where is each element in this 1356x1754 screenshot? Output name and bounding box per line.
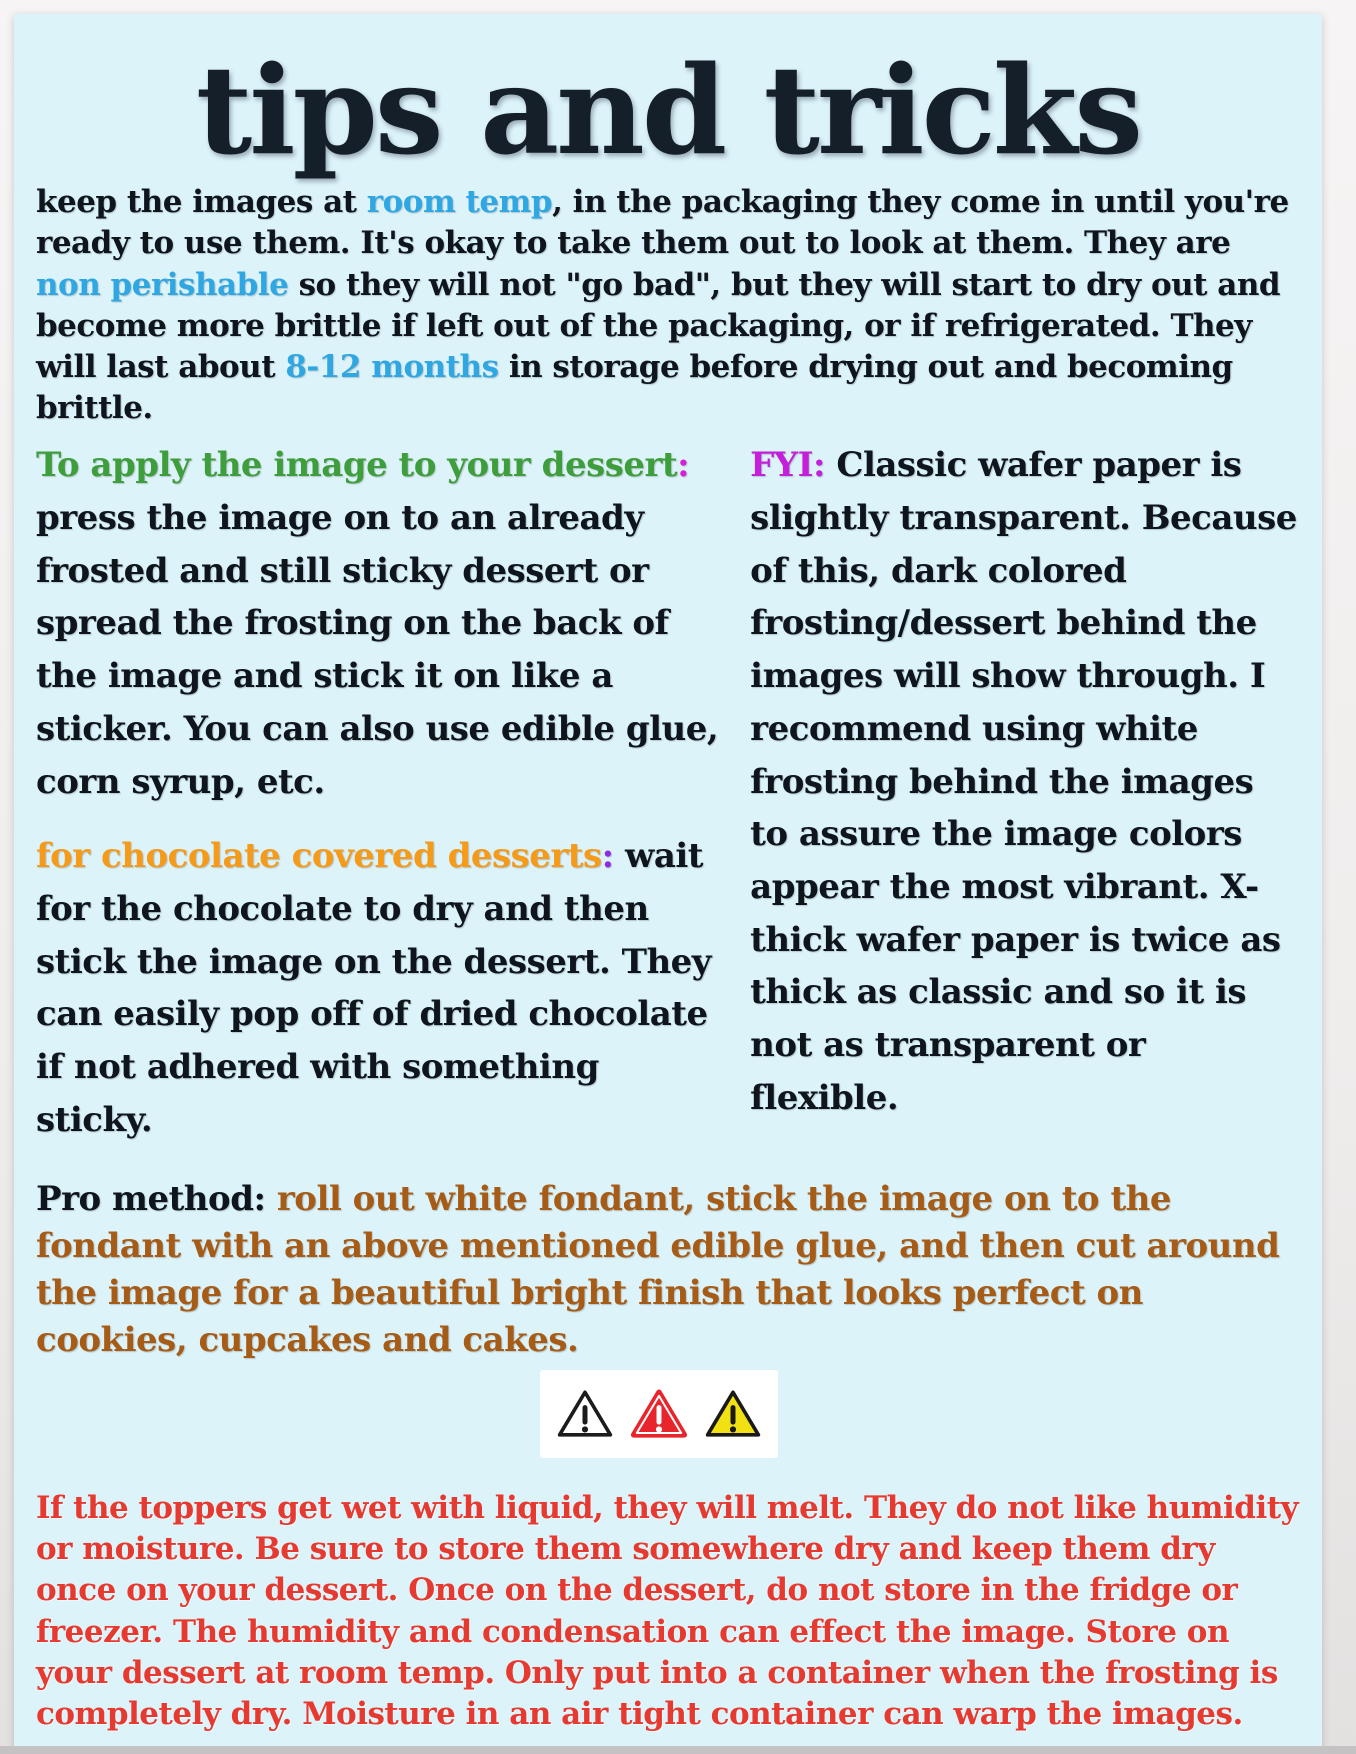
page-title: tips and tricks — [195, 38, 1141, 182]
intro-text: so they will not "go bad", but they will start to dry out and become more brittle if left out of the packaging, or if refrigerated. They will last about — [36, 266, 1281, 385]
apply-body-text: press the image on to an already frosted and still sticky dessert or spread the frosting on the back of the image and stick it on like a sticker. You can also use edible glue, corn syrup, etc. — [36, 498, 719, 802]
fyi-note — [750, 439, 1300, 1124]
pro-method-label: Pro method: — [36, 1179, 266, 1220]
intro-text: in storage before drying out and becoming brittle. — [36, 348, 1233, 427]
apply-heading — [36, 439, 719, 492]
fyi-label: FYI: — [750, 445, 826, 486]
chocolate-heading-text: for chocolate covered desserts — [36, 836, 602, 877]
pro-method-body-text: roll out white fondant, stick the image on to the fondant with an above mentioned edible glue, and then cut around the image for a beautiful bright finish that looks perfect on cookies, cupcakes and cakes. — [36, 1179, 1280, 1361]
chocolate-heading-colon: : — [601, 836, 614, 877]
fyi-body-text: Classic wafer paper is slightly transparent. Because of this, dark colored frosting/dessert behind the images will show through. I recommend using white frosting behind the images to assure the image colors appear the most vibrant. X-thick wafer paper is twice as thick as classic and so it is not as transparent or flexible. — [750, 445, 1297, 1118]
room-temp-highlight: room temp — [366, 184, 553, 221]
warning-triangle-outline-icon — [556, 1387, 614, 1441]
warning-icons-box — [540, 1370, 778, 1458]
apply-heading-text: To apply the image to your dessert — [36, 445, 678, 486]
intro-text: keep the images at — [36, 184, 367, 221]
shelf-life-highlight: 8-12 months — [285, 348, 499, 385]
warning-triangle-red-icon — [630, 1387, 688, 1441]
non-perishable-highlight: non perishable — [36, 266, 289, 303]
apply-heading-colon: : — [677, 445, 690, 486]
apply-column — [36, 439, 719, 1146]
tips-card — [14, 14, 1322, 1747]
storage-intro-paragraph — [36, 182, 1300, 429]
intro-text: , in the packaging they come in until you're ready to use them. It's okay to take them out to look at them. They are — [36, 184, 1289, 262]
pro-method-paragraph — [36, 1176, 1300, 1364]
chocolate-instructions — [36, 830, 719, 1146]
two-column-section — [36, 439, 1300, 1146]
moisture-warning-paragraph: If the toppers get wet with liquid, they will melt. They do not like humidity or moisture. Be sure to store them somewhere dry and keep them dry once on your dessert. Once on the dessert, do not store in the fridge or freezer. The humidity and condensation can effect the image. Store on your dessert at room temp. Only put into a container when the frosting is completely dry. Moisture in an air tight container can warp the images. — [36, 1489, 1299, 1733]
fyi-column — [750, 439, 1300, 1146]
apply-instructions — [36, 439, 719, 808]
warning-triangle-yellow-icon — [704, 1387, 762, 1441]
bottom-border — [0, 1746, 1356, 1754]
chocolate-body-text: wait for the chocolate to dry and then stick the image on the dessert. They can easily pop off of dried chocolate if not adhered with something sticky. — [36, 836, 712, 1140]
